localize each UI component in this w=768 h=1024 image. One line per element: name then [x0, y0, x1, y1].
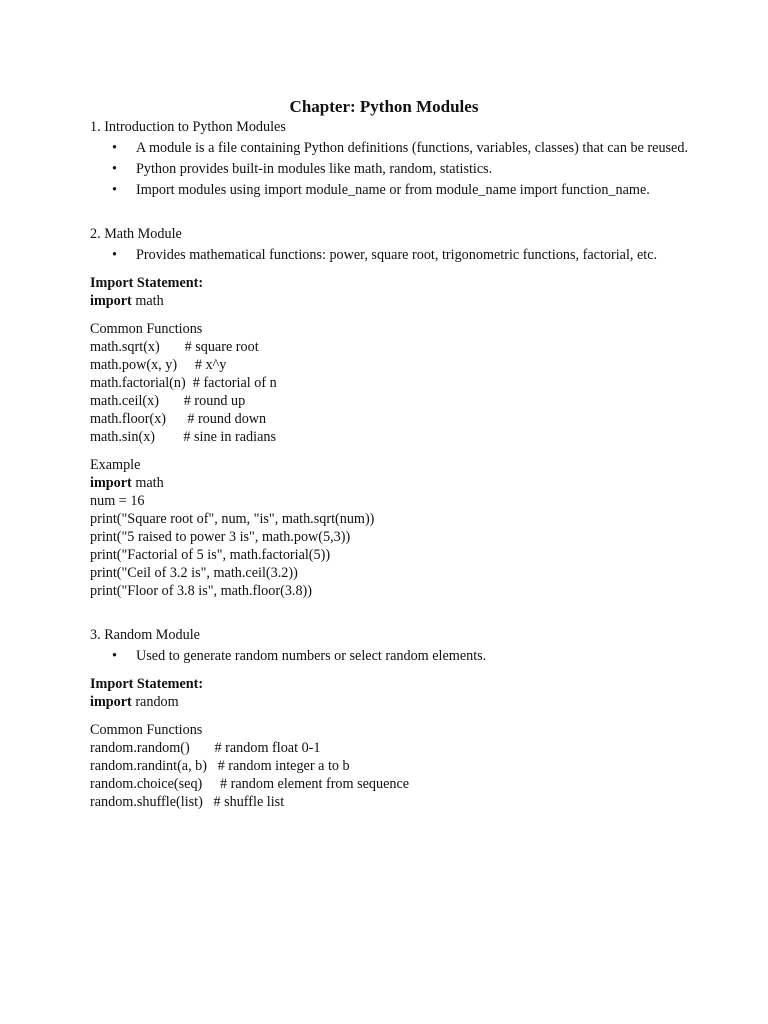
code-line: random.shuffle(list) # shuffle list: [90, 794, 285, 810]
bullet-item: • Import modules using import module_name or from module_name import function_name.: [90, 181, 690, 199]
code-line: math.sin(x) # sine in radians: [90, 429, 276, 445]
code-line: math.ceil(x) # round up: [90, 393, 246, 409]
import-keyword: import: [90, 694, 132, 710]
import-keyword: import: [90, 293, 132, 309]
section-heading-random: 3. Random Module: [90, 627, 200, 643]
random-import-statement: [90, 693, 690, 711]
math-functions-list: [90, 338, 690, 446]
code-line: math.pow(x, y) # x^y: [90, 357, 227, 373]
math-import-label: Import Statement:: [90, 275, 204, 291]
code-line: math.floor(x) # round down: [90, 411, 267, 427]
code-line: math.factorial(n) # factorial of n: [90, 375, 277, 391]
math-example-label: Example: [90, 457, 141, 473]
section-heading-intro: 1. Introduction to Python Modules: [90, 119, 286, 135]
math-example-code: [90, 492, 690, 600]
random-import-label: Import Statement:: [90, 676, 204, 692]
import-keyword: import: [90, 475, 132, 491]
math-bullet-list: [90, 246, 690, 264]
bullet-item: • Python provides built-in modules like math, random, statistics.: [90, 160, 690, 178]
code-line: num = 16: [90, 493, 145, 509]
random-functions-list: [90, 739, 690, 811]
bullet-item: • Provides mathematical functions: power, square root, trigonometric functions, factorial, etc.: [90, 246, 690, 264]
code-line: random.choice(seq) # random element from sequence: [90, 776, 410, 792]
example-import-statement: [90, 474, 690, 492]
code-line: print("Square root of", num, "is", math.sqrt(num)): [90, 511, 375, 527]
code-line: random.random() # random float 0-1: [90, 740, 321, 756]
code-line: print("5 raised to power 3 is", math.pow(5,3)): [90, 529, 351, 545]
bullet-item: • A module is a file containing Python definitions (functions, variables, classes) that can be reused.: [90, 139, 690, 157]
math-common-functions-label: Common Functions: [90, 321, 203, 337]
random-common-functions-label: Common Functions: [90, 722, 203, 738]
import-module: random: [131, 694, 179, 710]
code-line: random.randint(a, b) # random integer a to b: [90, 758, 350, 774]
import-module: math: [131, 293, 164, 309]
code-line: print("Ceil of 3.2 is", math.ceil(3.2)): [90, 565, 298, 581]
document-body: [90, 118, 690, 811]
chapter-title: Chapter: Python Modules: [289, 97, 479, 116]
import-module: math: [131, 475, 164, 491]
math-import-statement: [90, 292, 690, 310]
random-bullet-list: [90, 647, 690, 665]
code-line: math.sqrt(x) # square root: [90, 339, 259, 355]
code-line: print("Floor of 3.8 is", math.floor(3.8)): [90, 583, 312, 599]
code-line: print("Factorial of 5 is", math.factorial(5)): [90, 547, 331, 563]
bullet-item: • Used to generate random numbers or select random elements.: [90, 647, 690, 665]
section-heading-math: 2. Math Module: [90, 226, 182, 242]
intro-bullet-list: [90, 139, 690, 199]
